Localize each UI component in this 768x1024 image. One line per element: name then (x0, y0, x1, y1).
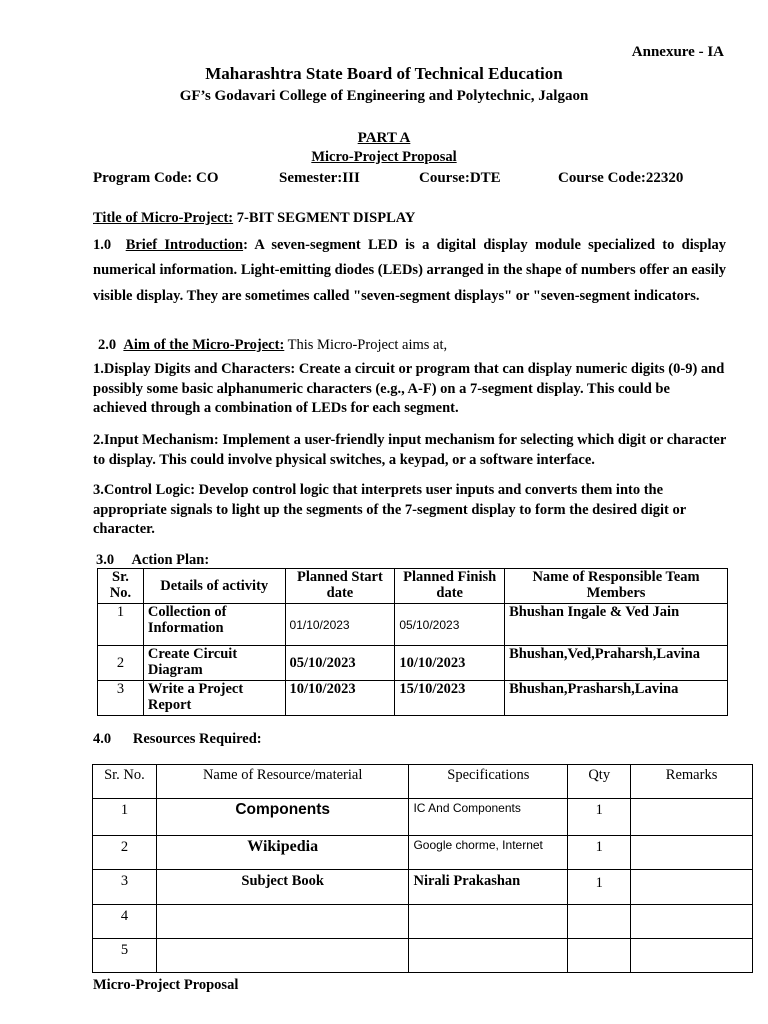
brief-introduction (93, 233, 726, 309)
table-header-row (98, 569, 728, 604)
table-cell: Create Circuit Diagram (143, 646, 285, 681)
column-header: Specifications (409, 765, 568, 799)
project-title (93, 210, 415, 227)
table-cell: 2 (93, 836, 157, 870)
table-row (93, 836, 753, 870)
table-row (93, 905, 753, 939)
table-cell (568, 939, 631, 973)
table-cell: 5 (93, 939, 157, 973)
table-row (93, 799, 753, 836)
part-heading: PART A (357, 130, 411, 146)
table-row (98, 604, 728, 646)
board-title: Maharashtra State Board of Technical Education (205, 64, 563, 83)
footer-label: Micro-Project Proposal (93, 977, 239, 993)
college-name: GF’s Godavari College of Engineering and Polytechnic, Jalgaon (179, 88, 589, 104)
program-code: Program Code: CO (93, 170, 219, 186)
table-cell: Google chorme, Internet (409, 836, 568, 870)
table-cell: Bhushan,Ved,Praharsh,Lavina (505, 646, 728, 681)
aim-point (93, 360, 726, 419)
table-cell (568, 905, 631, 939)
aim-text: This Micro-Project aims at, (284, 337, 448, 353)
table-cell: 3 (93, 870, 157, 905)
aim-point-head: 1.Display Digits and Characters: (93, 361, 296, 377)
table-cell: 1 (568, 870, 631, 905)
aim-number: 2.0 (98, 337, 117, 353)
table-cell: 01/10/2023 (285, 604, 395, 646)
table-cell: 1 (98, 604, 144, 646)
intro-text: : A seven-segment LED is a digital display module specialized to display numerical information. Light-emitting diodes (LEDs) arranged in the shape of numbers offer an easily visible display. They are sometimes called "seven-segment displays" or "seven-segment indicators. (93, 237, 726, 304)
course-code: Course Code:22320 (558, 170, 684, 186)
table-header-row (93, 765, 753, 799)
intro-label: Brief Introduction (125, 237, 244, 253)
table-cell (409, 905, 568, 939)
aim-point-body: Develop control logic that interprets user inputs and converts them into the appropriate signals to light up the segments of the 7-segment display to form the desired digit or character. (93, 482, 686, 537)
aim-point-body: : Implement a user-friendly input mechanism for selecting which digit or character to display. This could involve physical switches, a keypad, or a software interface. (93, 432, 727, 468)
semester: Semester:III (279, 170, 360, 186)
table-cell: 2 (98, 646, 144, 681)
table-cell: 1 (568, 836, 631, 870)
aim-point-head: 2.Input Mechanism (93, 432, 214, 448)
table-row (98, 646, 728, 681)
table-cell: 4 (93, 905, 157, 939)
aim-point (93, 481, 726, 540)
action-plan-table (97, 568, 728, 716)
table-cell: 05/10/2023 (395, 604, 505, 646)
aim-point-body: Create a circuit or program that can display numeric digits (0-9) and possibly some basic alphanumeric characters (e.g., A-F) on a 7-segment display. This could be achieved through a combination of LEDs for each segment. (93, 361, 725, 416)
table-cell: Nirali Prakashan (409, 870, 568, 905)
table-cell (409, 939, 568, 973)
resources-heading: 4.0 Resources Required: (93, 731, 262, 747)
table-row (93, 870, 753, 905)
aim-point (93, 431, 726, 470)
column-header: Sr. No. (93, 765, 157, 799)
table-cell (631, 870, 753, 905)
project-title-value: 7-BIT SEGMENT DISPLAY (233, 210, 416, 226)
intro-number: 1.0 (93, 237, 112, 253)
table-cell: Bhushan Ingale & Ved Jain (505, 604, 728, 646)
table-cell (156, 905, 409, 939)
aim-label: Aim of the Micro-Project: (123, 337, 285, 353)
table-cell: IC And Components (409, 799, 568, 836)
table-cell: Write a Project Report (143, 681, 285, 716)
aim-heading (98, 337, 447, 354)
table-cell (631, 939, 753, 973)
project-title-label: Title of Micro-Project: (93, 210, 234, 226)
table-cell: 05/10/2023 (285, 646, 395, 681)
table-cell: Wikipedia (156, 836, 409, 870)
annexure-label: Annexure - IA (631, 44, 724, 60)
course: Course:DTE (419, 170, 501, 186)
column-header: Name of Responsible Team Members (505, 569, 728, 604)
column-header: Planned Finish date (395, 569, 505, 604)
table-cell: 3 (98, 681, 144, 716)
column-header: Details of activity (143, 569, 285, 604)
proposal-subtitle: Micro-Project Proposal (311, 149, 457, 165)
table-cell: Collection of Information (143, 604, 285, 646)
table-cell (631, 836, 753, 870)
column-header: Name of Resource/material (156, 765, 409, 799)
table-row (93, 939, 753, 973)
resources-table (92, 764, 753, 973)
column-header: Qty (568, 765, 631, 799)
table-cell: 10/10/2023 (285, 681, 395, 716)
table-cell: Subject Book (156, 870, 409, 905)
table-cell: 15/10/2023 (395, 681, 505, 716)
table-cell (156, 939, 409, 973)
column-header: Planned Start date (285, 569, 395, 604)
table-cell: Bhushan,Prasharsh,Lavina (505, 681, 728, 716)
table-cell: 10/10/2023 (395, 646, 505, 681)
column-header: Sr. No. (98, 569, 144, 604)
action-plan-heading: 3.0 Action Plan: (96, 552, 210, 568)
table-cell: 1 (93, 799, 157, 836)
aim-point-head: 3.Control Logic: (93, 482, 196, 498)
table-cell: 1 (568, 799, 631, 836)
table-cell: Components (156, 799, 409, 836)
table-cell (631, 905, 753, 939)
table-cell (631, 799, 753, 836)
table-row (98, 681, 728, 716)
column-header: Remarks (631, 765, 753, 799)
